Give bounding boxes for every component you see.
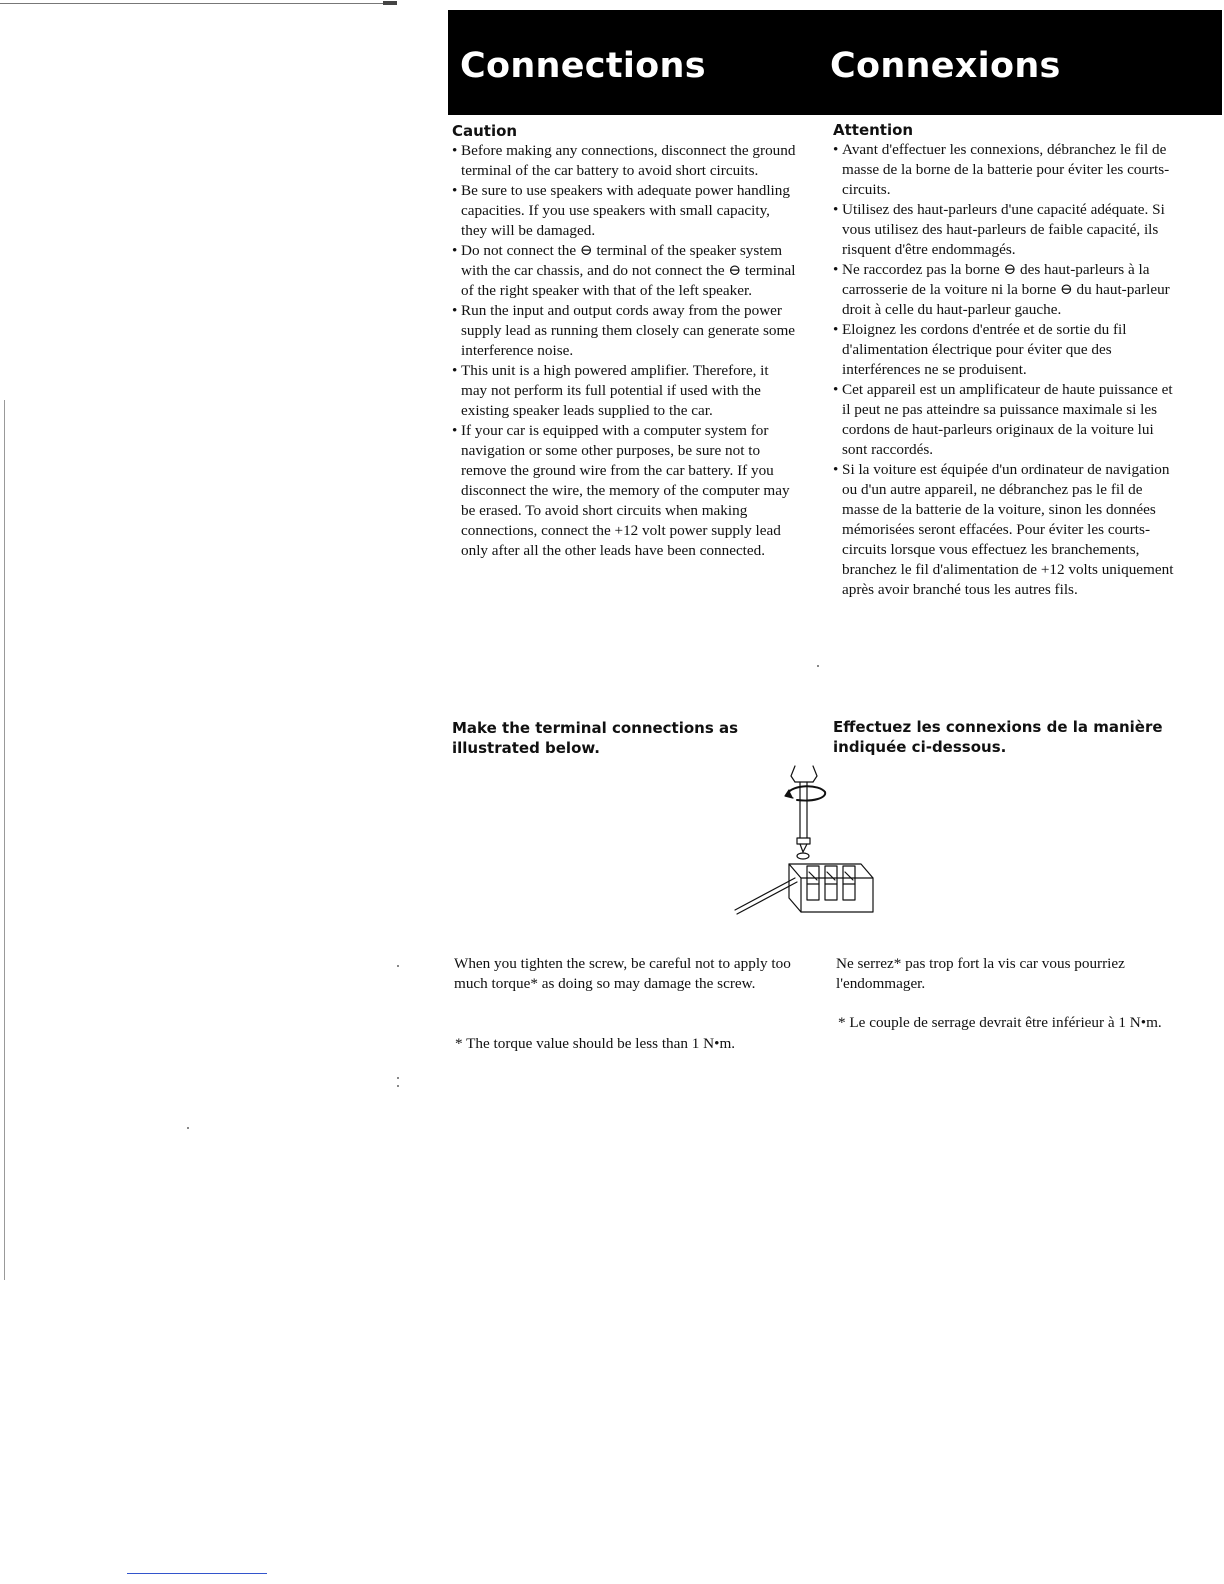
left-margin-line — [4, 400, 5, 1280]
attention-item: • Utilisez des haut-parleurs d'une capacité adéquate. Si vous utilisez des haut-parleurs de faible capacité, ils risquent d'être endommagés. — [833, 200, 1178, 260]
top-rule-tip — [383, 1, 397, 5]
tighten-note-english: When you tighten the screw, be careful not to apply too much torque* as doing so may damage the screw. — [454, 955, 791, 992]
margin-dot — [817, 665, 819, 667]
margin-dot — [397, 965, 399, 967]
bottom-rule — [127, 1573, 267, 1574]
caution-item: • Be sure to use speakers with adequate power handling capacities. If you use speakers with small capacity, they will be damaged. — [452, 181, 797, 241]
torque-footnote-english: * The torque value should be less than 1 N•m. — [455, 1035, 736, 1052]
attention-item: • Eloignez les cordons d'entrée et de sortie du fil d'alimentation électrique pour éviter que des interférences ne se produisent. — [833, 320, 1178, 380]
margin-dot — [397, 1085, 399, 1087]
torque-footnote-french: * Le couple de serrage devrait être inférieur à 1 N•m. — [838, 1014, 1162, 1031]
attention-heading: Attention — [833, 121, 914, 139]
page-title-english: Connections — [460, 46, 706, 86]
attention-item: • Cet appareil est un amplificateur de haute puissance et il peut ne pas atteindre sa puissance maximale si les cordons de haut-parleurs originaux de la voiture lui sont raccordés. — [833, 380, 1178, 460]
attention-list — [833, 140, 1178, 600]
caution-item: • Run the input and output cords away from the power supply lead as running them closely can generate some interference noise. — [452, 301, 797, 361]
french-column — [833, 120, 1178, 600]
caution-item: • This unit is a high powered amplifier. Therefore, it may not perform its full potential if used with the existing speaker leads supplied to the car. — [452, 361, 797, 421]
header-bar — [448, 10, 1222, 115]
terminal-heading-english: Make the terminal connections as illustrated below. — [452, 719, 739, 757]
page-title-french: Connexions — [830, 46, 1061, 86]
caution-item: • Do not connect the ⊖ terminal of the speaker system with the car chassis, and do not connect the ⊖ terminal of the right speaker with that of the left speaker. — [452, 241, 797, 301]
margin-dot — [187, 1127, 189, 1129]
tighten-note-french: Ne serrez* pas trop fort la vis car vous pourriez l'endommager. — [836, 955, 1125, 992]
caution-list — [452, 141, 797, 561]
attention-item: • Ne raccordez pas la borne ⊖ des haut-parleurs à la carrosserie de la voiture ni la borne ⊖ du haut-parleur droit à celle du haut-parleur gauche. — [833, 260, 1178, 320]
caution-heading: Caution — [452, 122, 518, 140]
caution-item: • If your car is equipped with a computer system for navigation or some other purposes, be sure not to remove the ground wire from the car battery. If you disconnect the wire, the memory of the computer may be erased. To avoid short circuits when making connections, connect the +12 volt power supply lead only after all the other leads have been connected. — [452, 421, 797, 561]
english-column — [452, 121, 797, 561]
terminal-heading-french: Effectuez les connexions de la manière indiquée ci-dessous. — [833, 718, 1163, 756]
attention-item: • Si la voiture est équipée d'un ordinateur de navigation ou d'un autre appareil, ne débranchez pas le fil de masse de la batterie de la voiture, sinon les données mémorisées seront effacées. Pour éviter les courts-circuits lorsque vous effectuez les branchements, branchez le fil d'alimentation de +12 volts uniquement après avoir branché tous les autres fils. — [833, 460, 1178, 600]
caution-item: • Before making any connections, disconnect the ground terminal of the car battery to avoid short circuits. — [452, 141, 797, 181]
margin-dot — [397, 1077, 399, 1079]
screwdriver-terminal-illustration — [733, 762, 878, 922]
attention-item: • Avant d'effectuer les connexions, débranchez le fil de masse de la borne de la batterie pour éviter les courts-circuits. — [833, 140, 1178, 200]
top-rule — [0, 3, 395, 4]
